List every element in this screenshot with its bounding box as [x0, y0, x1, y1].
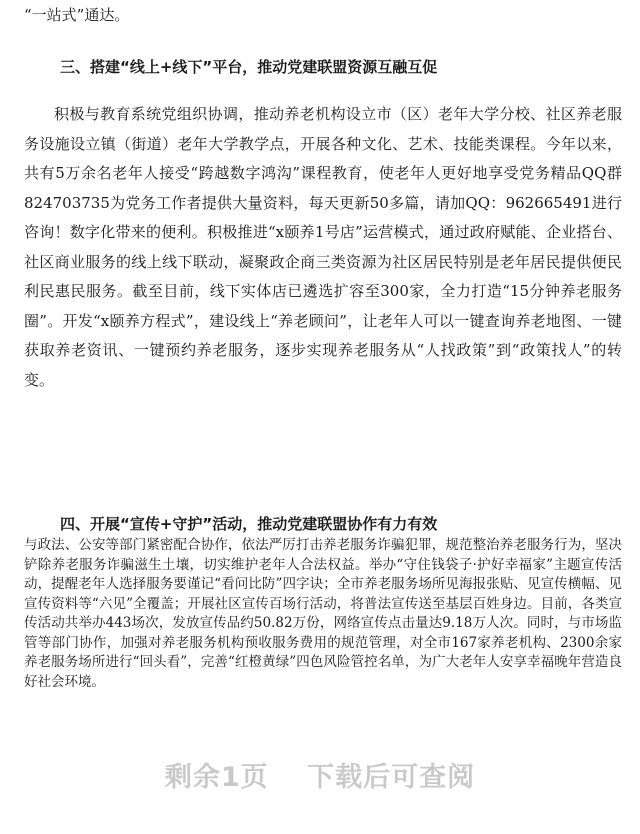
section-4-heading: 四、开展“宣传+守护”活动，推动党建联盟协作有力有效: [60, 515, 438, 533]
download-to-view-text: 下载后可查阅: [307, 762, 476, 793]
top-fragment: “一站式”通达。: [24, 6, 130, 24]
section-3-heading: 三、搭建“线上+线下”平台，推动党建联盟资源互融互促: [60, 58, 438, 76]
download-prompt-banner[interactable]: [0, 755, 640, 794]
section-4-paragraph: 与政法、公安等部门紧密配合协作，依法严厉打击养老服务诈骗犯罪，规范整治养老服务行为，坚决铲除养老服务诈骗滋生土壤，切实维护老年人合法权益。举办“守住钱袋子·护好幸福家”主题宣传活动，提醒老年人选择服务要谨记“看问比防”四字诀；全市养老服务场所见海报张贴、见宣传横幅、见宣传资料等“六见”全覆盖；开展社区宣传百场行活动，将普法宣传送至基层百姓身边。目前，各类宣传活动共举办443场次，发放宣传品约50.82万份，网络宣传点击量达9.18万人次。同时，与市场监管等部门协作，加强对养老服务机构预收服务费用的规范管理，对全市167家养老机构、2300余家养老服务场所进行“回头看”，完善“红橙黄绿”四色风险管控名单，为广大老年人安享幸福晚年营造良好社会环境。: [24, 537, 622, 690]
section-3-paragraph: 积极与教育系统党组织协调，推动养老机构设立市（区）老年大学分校、社区养老服务设施设立镇（街道）老年大学教学点，开展各种文化、艺术、技能类课程。今年以来，共有5万余名老年人接受“跨越数字鸿沟”课程教育，使老年人更好地享受党务精品QQ群824703735为党务工作者提供大量资料，每天更新50多篇，请加QQ：962665491进行咨询！数字化带来的便利。积极推进“x颐养1号店”运营模式，通过政府赋能、企业搭台、社区商业服务的线上线下联动，凝聚政企商三类资源为社区居民特别是老年居民提供便民利民惠民服务。截至目前，线下实体店已遴选扩容至300家，全力打造“15分钟养老服务圈”。开发“x颐养方程式”，建设线上“养老顾问”，让老年人可以一键查询养老地图、一键获取养老资讯、一键预约养老服务，逐步实现养老服务从“人找政策”到“政策找人”的转变。: [24, 105, 622, 389]
remaining-pages-text: 剩余1页: [164, 762, 269, 793]
